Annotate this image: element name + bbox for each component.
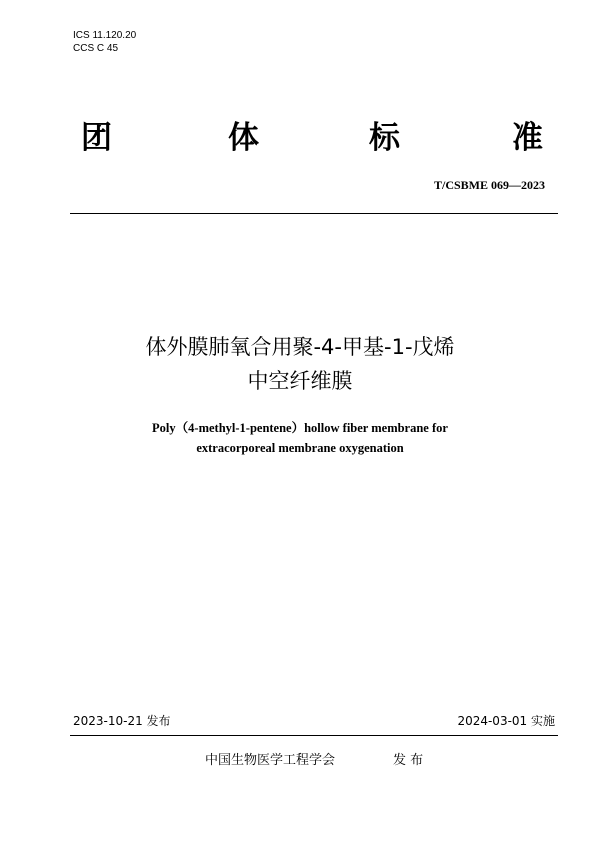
- ics-code: ICS 11.120.20: [73, 30, 137, 41]
- standard-number: T/CSBME 069—2023: [433, 178, 545, 192]
- doc-type-char-2: 体: [228, 120, 259, 156]
- english-title-line-1: Poly（4-methyl-1-pentene）hollow fiber membrane for: [152, 421, 448, 435]
- doc-type-char-3: 标: [369, 120, 400, 156]
- top-divider: [70, 213, 558, 214]
- document-type-heading: [0, 118, 600, 158]
- implement-date: 2024-03-01 实施: [457, 714, 555, 728]
- publisher-name: 中国生物医学工程学会: [205, 753, 336, 768]
- chinese-title-line-1: 体外膜肺氧合用聚-4-甲基-1-戊烯: [145, 335, 455, 359]
- publisher-action: 发 布: [393, 753, 424, 768]
- publish-date: 2023-10-21 发布: [73, 714, 171, 728]
- chinese-title-line-2: 中空纤维膜: [247, 369, 353, 393]
- english-title-line-2: extracorporeal membrane oxygenation: [196, 441, 404, 455]
- doc-type-char-1: 团: [81, 120, 112, 156]
- ccs-code: CCS C 45: [73, 43, 119, 54]
- doc-type-char-4: 准: [512, 120, 543, 156]
- bottom-divider: [70, 735, 558, 736]
